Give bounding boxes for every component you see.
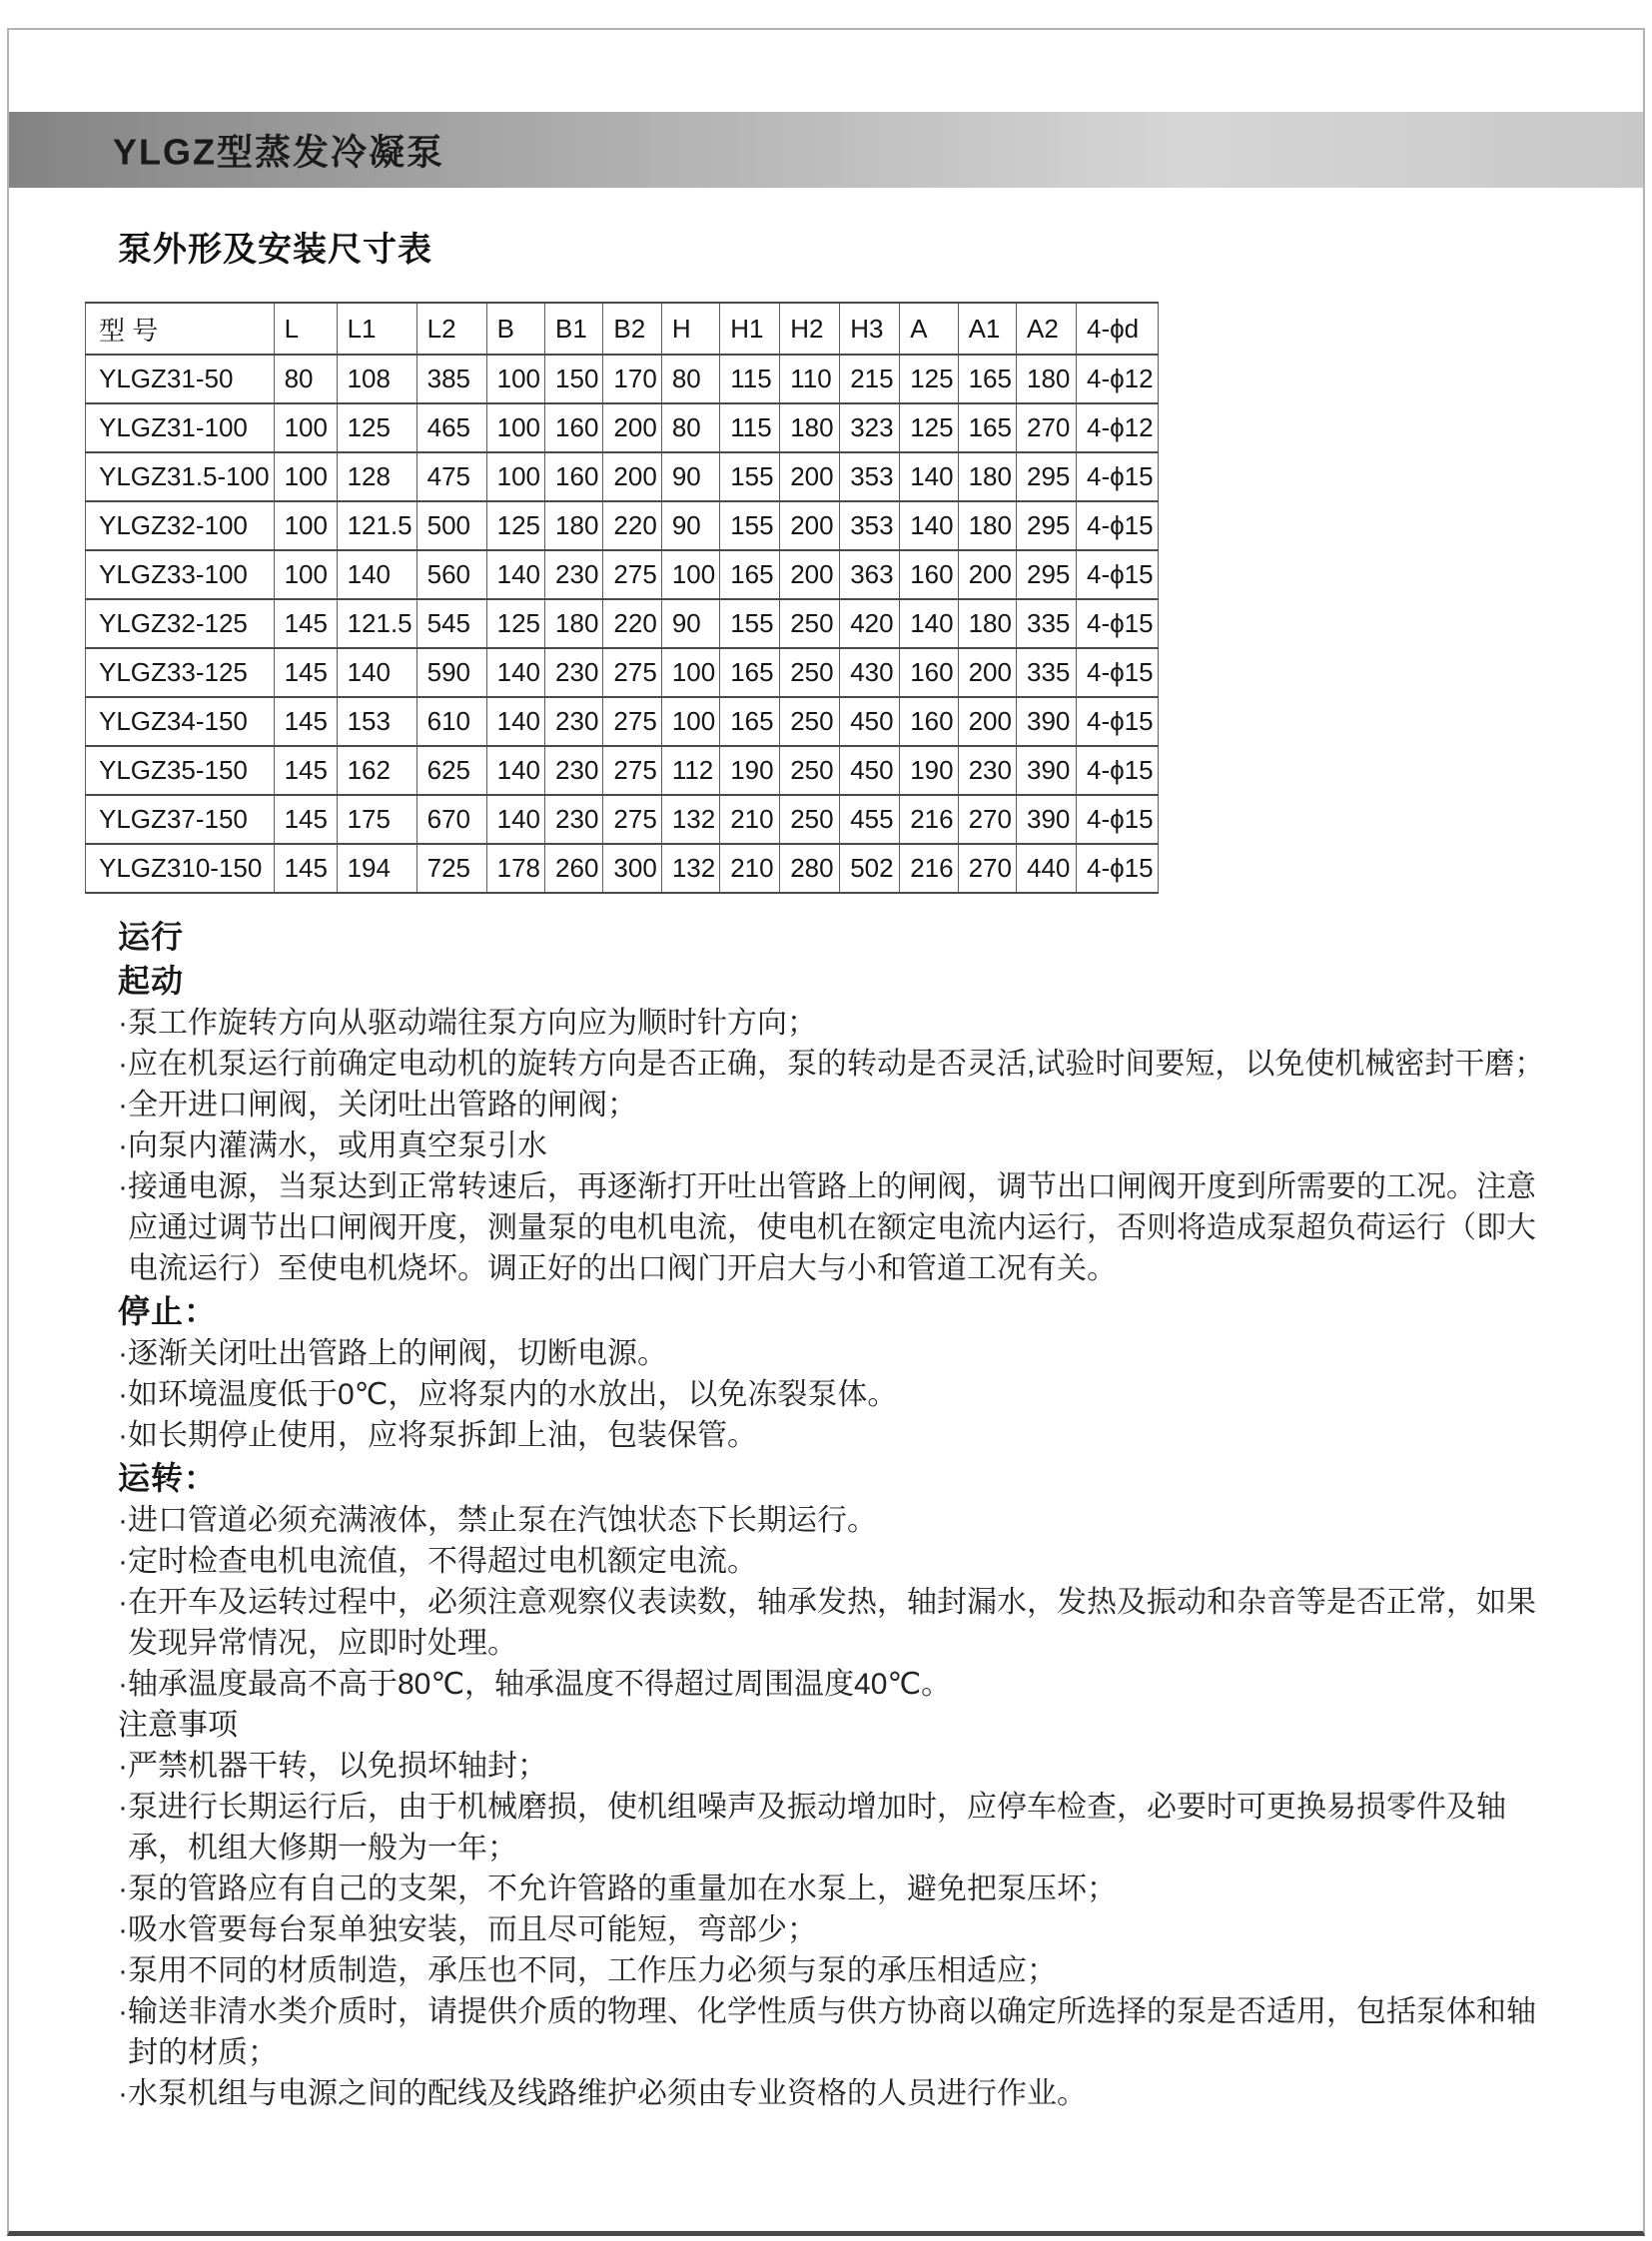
table-cell: 125 xyxy=(486,599,544,648)
table-row xyxy=(86,501,1159,550)
table-cell: 590 xyxy=(416,648,486,697)
instruction-item: ·轴承温度最高不高于80℃，轴承温度不得超过周围温度40℃。 xyxy=(118,1668,952,1701)
table-cell: 125 xyxy=(900,403,958,452)
table-cell: 4-ϕ15 xyxy=(1076,550,1158,599)
table-cell: 121.5 xyxy=(337,599,416,648)
table-cell: 180 xyxy=(958,599,1016,648)
table-cell: 175 xyxy=(337,795,416,844)
table-cell: 216 xyxy=(900,795,958,844)
table-cell: 194 xyxy=(337,844,416,893)
table-cell: 140 xyxy=(486,697,544,746)
table-cell: 80 xyxy=(661,403,719,452)
table-header-cell: L xyxy=(274,303,337,355)
table-cell: 275 xyxy=(603,697,661,746)
table-cell: 153 xyxy=(337,697,416,746)
table-header-cell: H xyxy=(661,303,719,355)
table-cell: 200 xyxy=(958,697,1016,746)
table-cell: 165 xyxy=(958,403,1016,452)
instruction-item: ·泵的管路应有自己的支架，不允许管路的重量加在水泵上，避免把泵压坏； xyxy=(118,1872,1117,1905)
table-cell: 450 xyxy=(840,697,900,746)
table-cell: 160 xyxy=(545,452,603,501)
table-cell: 145 xyxy=(274,697,337,746)
table-header-cell: B1 xyxy=(545,303,603,355)
table-cell: 215 xyxy=(840,355,900,403)
table-cell: 140 xyxy=(486,746,544,795)
table-cell: 4-ϕ12 xyxy=(1076,355,1158,403)
table-header-cell: A1 xyxy=(958,303,1016,355)
table-cell: YLGZ33-125 xyxy=(86,648,275,697)
table-cell: 100 xyxy=(274,452,337,501)
table-cell: 270 xyxy=(958,795,1016,844)
table-cell: 200 xyxy=(603,452,661,501)
table-cell: YLGZ37-150 xyxy=(86,795,275,844)
table-cell: 450 xyxy=(840,746,900,795)
dimensions-table xyxy=(85,302,1159,894)
table-cell: 353 xyxy=(840,501,900,550)
section-heading: 停止： xyxy=(118,1293,218,1329)
table-cell: 210 xyxy=(720,795,780,844)
table-cell: 295 xyxy=(1016,501,1076,550)
table-cell: 420 xyxy=(840,599,900,648)
table-cell: 125 xyxy=(486,501,544,550)
table-cell: 200 xyxy=(958,648,1016,697)
table-cell: 430 xyxy=(840,648,900,697)
table-cell: YLGZ35-150 xyxy=(86,746,275,795)
instruction-item: ·输送非清水类介质时，请提供介质的物理、化学性质与供方协商以确定所选择的泵是否适用，包括泵体和轴封的材质； xyxy=(118,1995,1536,2069)
table-header-cell: 4-ϕd xyxy=(1076,303,1158,355)
table-cell: 90 xyxy=(661,452,719,501)
table-cell: 475 xyxy=(416,452,486,501)
table-cell: 180 xyxy=(545,501,603,550)
table-cell: 145 xyxy=(274,648,337,697)
table-cell: 140 xyxy=(900,599,958,648)
table-cell: 4-ϕ15 xyxy=(1076,452,1158,501)
instruction-item: ·在开车及运转过程中，必须注意观察仪表读数，轴承发热，轴封漏水，发热及振动和杂音等是否正常，如果发现异常情况，应即时处理。 xyxy=(118,1586,1536,1660)
table-cell: 250 xyxy=(780,795,840,844)
table-cell: 335 xyxy=(1016,599,1076,648)
table-cell: 110 xyxy=(780,355,840,403)
instruction-item: ·如环境温度低于0℃，应将泵内的水放出，以免冻裂泵体。 xyxy=(118,1378,898,1411)
table-cell: 260 xyxy=(545,844,603,893)
section-heading: 运行 xyxy=(118,919,185,955)
table-cell: 275 xyxy=(603,550,661,599)
table-cell: 220 xyxy=(603,599,661,648)
table-cell: 230 xyxy=(545,550,603,599)
instruction-item: ·泵用不同的材质制造，承压也不同，工作压力必须与泵的承压相适应； xyxy=(118,1954,1057,1987)
table-cell: 125 xyxy=(337,403,416,452)
table-row xyxy=(86,648,1159,697)
table-cell: 275 xyxy=(603,746,661,795)
table-cell: 160 xyxy=(545,403,603,452)
table-cell: 670 xyxy=(416,795,486,844)
table-cell: 160 xyxy=(900,648,958,697)
instruction-item: ·进口管道必须充满液体，禁止泵在汽蚀状态下长期运行。 xyxy=(118,1504,877,1537)
table-row xyxy=(86,403,1159,452)
table-cell: 500 xyxy=(416,501,486,550)
table-cell: 165 xyxy=(958,355,1016,403)
instruction-item: ·向泵内灌满水，或用真空泵引水 xyxy=(118,1129,547,1162)
table-cell: 150 xyxy=(545,355,603,403)
table-header-cell: B xyxy=(486,303,544,355)
table-cell: 100 xyxy=(274,550,337,599)
table-cell: 270 xyxy=(958,844,1016,893)
section-heading: 运转： xyxy=(118,1460,218,1496)
table-cell: 335 xyxy=(1016,648,1076,697)
table-row xyxy=(86,550,1159,599)
table-cell: 170 xyxy=(603,355,661,403)
table-header-cell: A2 xyxy=(1016,303,1076,355)
table-cell: 440 xyxy=(1016,844,1076,893)
table-section-title: 泵外形及安装尺寸表 xyxy=(118,231,432,269)
table-header-cell: H2 xyxy=(780,303,840,355)
table-cell: 125 xyxy=(900,355,958,403)
table-header-cell: A xyxy=(900,303,958,355)
table-header-cell: 型 号 xyxy=(86,303,275,355)
table-cell: 300 xyxy=(603,844,661,893)
table-cell: 121.5 xyxy=(337,501,416,550)
table-row xyxy=(86,844,1159,893)
table-cell: 90 xyxy=(661,501,719,550)
table-cell: 155 xyxy=(720,501,780,550)
table-row xyxy=(86,599,1159,648)
table-cell: 132 xyxy=(661,795,719,844)
table-cell: 115 xyxy=(720,355,780,403)
table-cell: 100 xyxy=(486,452,544,501)
table-cell: 210 xyxy=(720,844,780,893)
table-cell: 363 xyxy=(840,550,900,599)
table-cell: 275 xyxy=(603,795,661,844)
table-cell: YLGZ31-50 xyxy=(86,355,275,403)
table-cell: 295 xyxy=(1016,550,1076,599)
table-header-cell: H3 xyxy=(840,303,900,355)
table-cell: 200 xyxy=(780,452,840,501)
table-cell: 140 xyxy=(486,795,544,844)
table-cell: 4-ϕ15 xyxy=(1076,746,1158,795)
table-cell: YLGZ31-100 xyxy=(86,403,275,452)
instruction-item: ·水泵机组与电源之间的配线及线路维护必须由专业资格的人员进行作业。 xyxy=(118,2077,1087,2110)
table-cell: 162 xyxy=(337,746,416,795)
table-cell: 610 xyxy=(416,697,486,746)
table-cell: YLGZ310-150 xyxy=(86,844,275,893)
table-row xyxy=(86,452,1159,501)
table-cell: 140 xyxy=(486,550,544,599)
table-cell: 160 xyxy=(900,550,958,599)
table-cell: 502 xyxy=(840,844,900,893)
instruction-item: ·吸水管要每台泵单独安装，而且尽可能短，弯部少； xyxy=(118,1913,817,1946)
table-cell: 230 xyxy=(545,746,603,795)
table-cell: 132 xyxy=(661,844,719,893)
table-header-cell: L1 xyxy=(337,303,416,355)
table-cell: 390 xyxy=(1016,795,1076,844)
table-cell: 100 xyxy=(486,355,544,403)
table-cell: YLGZ31.5-100 xyxy=(86,452,275,501)
table-row xyxy=(86,697,1159,746)
table-row xyxy=(86,355,1159,403)
table-cell: 385 xyxy=(416,355,486,403)
table-body xyxy=(86,355,1159,893)
table-cell: YLGZ33-100 xyxy=(86,550,275,599)
table-cell: 155 xyxy=(720,599,780,648)
section-heading: 起动 xyxy=(118,963,185,999)
table-cell: 323 xyxy=(840,403,900,452)
table-cell: 90 xyxy=(661,599,719,648)
table-cell: 200 xyxy=(780,501,840,550)
table-cell: 190 xyxy=(900,746,958,795)
table-cell: 190 xyxy=(720,746,780,795)
table-cell: 145 xyxy=(274,746,337,795)
table-cell: 250 xyxy=(780,599,840,648)
table-cell: 270 xyxy=(1016,403,1076,452)
table-cell: 160 xyxy=(900,697,958,746)
table-cell: 145 xyxy=(274,599,337,648)
table-cell: 100 xyxy=(274,403,337,452)
table-cell: 4-ϕ15 xyxy=(1076,648,1158,697)
table-cell: 4-ϕ15 xyxy=(1076,795,1158,844)
table-cell: 180 xyxy=(1016,355,1076,403)
table-cell: 353 xyxy=(840,452,900,501)
instruction-item: ·逐渐关闭吐出管路上的闸阀，切断电源。 xyxy=(118,1337,667,1370)
table-cell: 275 xyxy=(603,648,661,697)
table-cell: 180 xyxy=(545,599,603,648)
table-cell: 725 xyxy=(416,844,486,893)
table-cell: 140 xyxy=(337,550,416,599)
table-cell: 100 xyxy=(274,501,337,550)
table-cell: 80 xyxy=(661,355,719,403)
table-cell: 115 xyxy=(720,403,780,452)
instruction-item: ·如长期停止使用，应将泵拆卸上油，包装保管。 xyxy=(118,1419,757,1452)
table-cell: 560 xyxy=(416,550,486,599)
table-cell: 4-ϕ15 xyxy=(1076,844,1158,893)
table-cell: 455 xyxy=(840,795,900,844)
table-cell: 216 xyxy=(900,844,958,893)
table-cell: 140 xyxy=(486,648,544,697)
table-cell: 390 xyxy=(1016,697,1076,746)
table-cell: 100 xyxy=(661,550,719,599)
table-cell: 108 xyxy=(337,355,416,403)
table-cell: 220 xyxy=(603,501,661,550)
table-cell: YLGZ32-125 xyxy=(86,599,275,648)
instruction-item: ·严禁机器干转，以免损坏轴封； xyxy=(118,1750,547,1783)
instruction-item: ·泵进行长期运行后，由于机械磨损，使机组噪声及振动增加时，应停车检查，必要时可更换易损零件及轴承，机组大修期一般为一年； xyxy=(118,1791,1506,1865)
table-cell: 250 xyxy=(780,648,840,697)
table-row xyxy=(86,795,1159,844)
header-band xyxy=(9,112,1643,188)
table-cell: 200 xyxy=(603,403,661,452)
table-cell: YLGZ34-150 xyxy=(86,697,275,746)
table-header-cell: B2 xyxy=(603,303,661,355)
table-cell: 180 xyxy=(780,403,840,452)
table-cell: 4-ϕ15 xyxy=(1076,599,1158,648)
table-cell: 180 xyxy=(958,501,1016,550)
table-header-cell: L2 xyxy=(416,303,486,355)
table-cell: 4-ϕ15 xyxy=(1076,697,1158,746)
table-cell: 128 xyxy=(337,452,416,501)
table-cell: 200 xyxy=(780,550,840,599)
table-cell: 140 xyxy=(900,501,958,550)
table-cell: 165 xyxy=(720,648,780,697)
table-cell: 178 xyxy=(486,844,544,893)
instructions xyxy=(118,915,1558,2114)
table-cell: 100 xyxy=(661,697,719,746)
table-cell: 140 xyxy=(900,452,958,501)
table-cell: 200 xyxy=(958,550,1016,599)
table-header-cell: H1 xyxy=(720,303,780,355)
table-cell: 155 xyxy=(720,452,780,501)
table-cell: 230 xyxy=(545,648,603,697)
table-cell: 250 xyxy=(780,746,840,795)
table-cell: 390 xyxy=(1016,746,1076,795)
table-cell: 145 xyxy=(274,844,337,893)
table-head xyxy=(86,303,1159,355)
table-cell: 112 xyxy=(661,746,719,795)
table-cell: 4-ϕ12 xyxy=(1076,403,1158,452)
table-cell: 100 xyxy=(661,648,719,697)
instruction-item: ·应在机泵运行前确定电动机的旋转方向是否正确，泵的转动是否灵活,试验时间要短，以免使机械密封干磨； xyxy=(118,1048,1545,1081)
table-cell: 165 xyxy=(720,697,780,746)
table-cell: 140 xyxy=(337,648,416,697)
table-cell: YLGZ32-100 xyxy=(86,501,275,550)
table-cell: 230 xyxy=(958,746,1016,795)
table-cell: 165 xyxy=(720,550,780,599)
table-cell: 295 xyxy=(1016,452,1076,501)
table-cell: 100 xyxy=(486,403,544,452)
table-cell: 280 xyxy=(780,844,840,893)
table-header-row xyxy=(86,303,1159,355)
section-heading: 注意事项 xyxy=(118,1709,238,1742)
instruction-item: ·全开进口闸阀，关闭吐出管路的闸阀； xyxy=(118,1089,637,1121)
instruction-item: ·接通电源，当泵达到正常转速后，再逐渐打开吐出管路上的闸阀，调节出口闸阀开度到所需要的工况。注意应通过调节出口闸阀开度，测量泵的电机电流，使电机在额定电流内运行，否则将造成泵超负荷运行（即大电流运行）至使电机烧坏。调正好的出口阀门开启大与小和管道工况有关。 xyxy=(118,1170,1536,1285)
table-cell: 230 xyxy=(545,697,603,746)
table-cell: 145 xyxy=(274,795,337,844)
table-cell: 4-ϕ15 xyxy=(1076,501,1158,550)
table-cell: 80 xyxy=(274,355,337,403)
table-cell: 180 xyxy=(958,452,1016,501)
table-cell: 465 xyxy=(416,403,486,452)
table-row xyxy=(86,746,1159,795)
table-cell: 250 xyxy=(780,697,840,746)
instruction-item: ·定时检查电机电流值，不得超过电机额定电流。 xyxy=(118,1545,757,1578)
page-title: YLGZ型蒸发冷凝泵 xyxy=(113,131,444,173)
instruction-item: ·泵工作旋转方向从驱动端往泵方向应为顺时针方向； xyxy=(118,1007,817,1040)
table-cell: 230 xyxy=(545,795,603,844)
table-cell: 545 xyxy=(416,599,486,648)
table-cell: 625 xyxy=(416,746,486,795)
